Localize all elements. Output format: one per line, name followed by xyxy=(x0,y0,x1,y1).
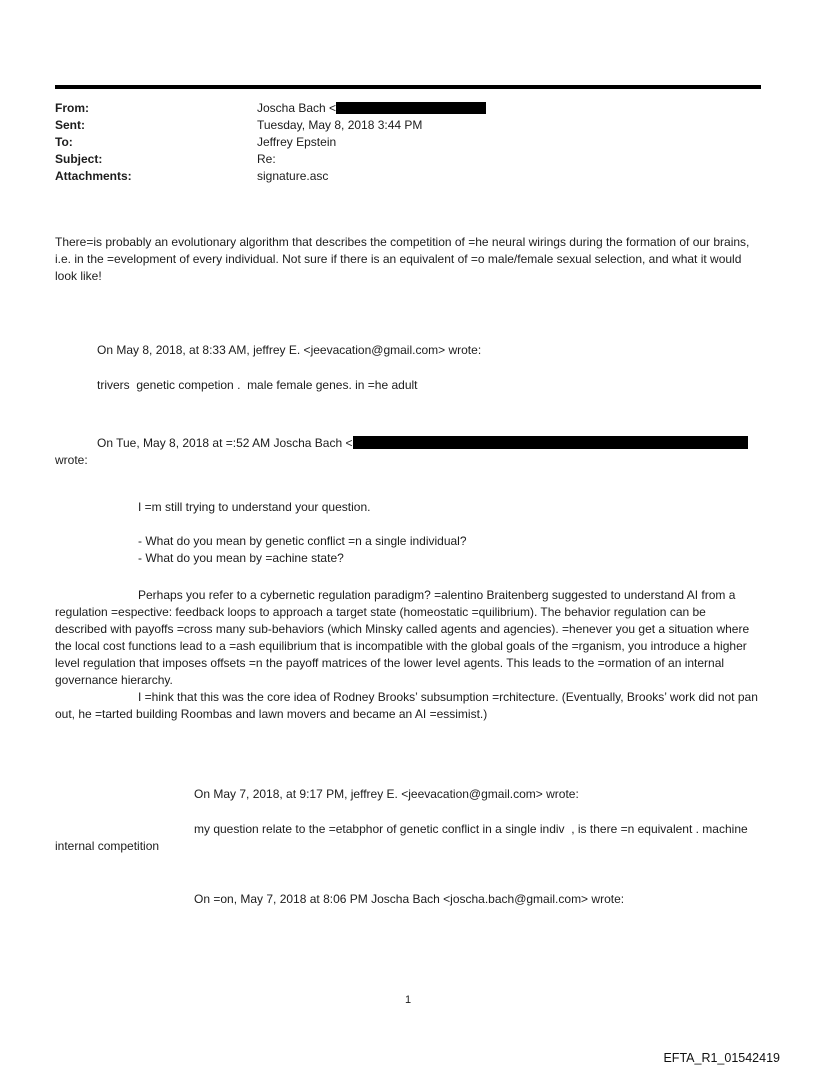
attachments-label: Attachments: xyxy=(55,169,132,183)
quote-1-body: trivers genetic competion . male female genes. in =he adult xyxy=(97,378,418,392)
quote-1-header: On May 8, 2018, at 8:33 AM, jeffrey E. <jeevacation@gmail.com> wrote: xyxy=(97,343,482,357)
email-header xyxy=(55,100,761,185)
reply-questions xyxy=(55,533,761,567)
reply-question-2: - What do you mean by =achine state? xyxy=(138,551,344,565)
from-value-text: Joscha Bach < xyxy=(257,101,337,115)
email-body-paragraph: There=is probably an evolutionary algorithm that describes the competition of =he neural wirings during the formation of our brains, i.e. in the =evelopment of every individual. Not sure if there is an equivalent of =o male/female sexual selection, and what it would look like! xyxy=(55,235,750,283)
attachments-value: signature.asc xyxy=(257,169,329,183)
subject-label: Subject: xyxy=(55,152,103,166)
page-number: 1 xyxy=(404,994,412,1006)
quote-4-header: On =on, May 7, 2018 at 8:06 PM Joscha Bach <joscha.bach@gmail.com> wrote: xyxy=(194,892,625,906)
quote-2-header-wrote: wrote: xyxy=(55,453,88,467)
sent-label: Sent: xyxy=(55,118,85,132)
reply-question-1: - What do you mean by genetic conflict =n a single individual? xyxy=(138,534,467,548)
from-value xyxy=(257,100,761,117)
reply-opening-line: I =m still trying to understand your question. xyxy=(138,500,371,514)
quote-2-header xyxy=(55,435,761,469)
sent-value: Tuesday, May 8, 2018 3:44 PM xyxy=(257,118,423,132)
quote-2-header-line xyxy=(55,435,761,452)
bates-number: EFTA_R1_01542419 xyxy=(663,1051,780,1065)
quote-2-header-text: On Tue, May 8, 2018 at =:52 AM Joscha Bach < xyxy=(97,436,353,450)
to-label: To: xyxy=(55,135,73,149)
redaction-bar xyxy=(336,102,486,114)
redaction-bar xyxy=(353,436,748,449)
subject-value: Re: xyxy=(257,152,276,166)
reply-paragraph-brooks: I =hink that this was the core idea of Rodney Brooks’ subsumption =rchitecture. (Eventually, Brooks’ work did not pan out, he =tarted building Roombas and lawn movers and became an AI =essimist.) xyxy=(55,690,758,721)
from-label: From: xyxy=(55,101,89,115)
header-divider-rule xyxy=(55,85,761,89)
to-value: Jeffrey Epstein xyxy=(257,135,337,149)
quote-3-body: my question relate to the =etabphor of genetic conflict in a single indiv , is there =n equivalent . machine internal competition xyxy=(55,822,752,853)
quote-3-header: On May 7, 2018, at 9:17 PM, jeffrey E. <jeevacation@gmail.com> wrote: xyxy=(194,787,579,801)
reply-paragraph-cybernetic: Perhaps you refer to a cybernetic regulation paradigm? =alentino Braitenberg suggested to understand AI from a regulation =espective: feedback loops to approach a target state (homeostatic =quilibrium). The behavior regulation can be described with payoffs =cross many sub-behaviors (which Minsky called agents and agencies). =henever you get a situation where the local cost functions lead to a =ash equilibrium that is incompatible with the global goals of the =rganism, you introduce a higher level regulation that imposes offsets =n the payoff matrices of the lower level agents. This leads to the =ormation of an internal governance hierarchy. xyxy=(55,588,750,687)
email-content xyxy=(0,85,816,908)
